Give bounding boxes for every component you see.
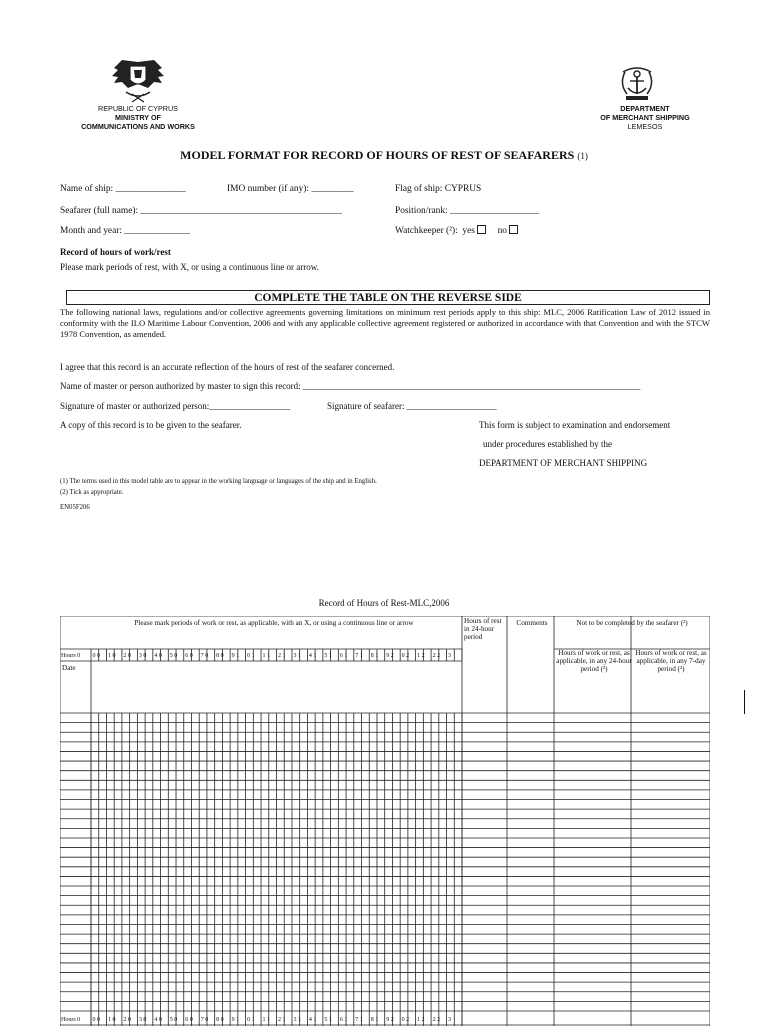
merchant-shipping-anchor-logo-icon <box>617 58 657 104</box>
date-label: Date <box>62 664 76 672</box>
hour-footer-label: 9 1 <box>231 1017 240 1023</box>
page-title <box>0 148 768 163</box>
subject-line-3: DEPARTMENT OF MERCHANT SHIPPING <box>479 458 648 468</box>
master-name-field[interactable]: Name of master or person authorized by master to sign this record: ___________________________________________________________________________ <box>60 381 641 391</box>
hour-label: 4 1 <box>308 653 317 659</box>
hour-footer-label: 4 0 <box>154 1017 162 1023</box>
hours-grid <box>60 616 710 1026</box>
hour-label: 5 1 <box>324 653 332 659</box>
cyprus-coat-of-arms-icon <box>108 56 168 106</box>
agreement-statement: I agree that this record is an accurate reflection of the hours of rest of the seafarer concerned. <box>60 362 395 372</box>
hour-label: 0 0 <box>92 653 100 659</box>
month-year-field[interactable]: Month and year: ______________ <box>60 226 190 236</box>
master-signature-field[interactable]: Signature of master or authorized person:__________________ <box>60 401 291 411</box>
hour-footer-label: 1 0 <box>107 1017 116 1023</box>
hour-label: 9 2 <box>386 653 394 659</box>
hours-rest-header: Hours of rest in 24-hour period <box>464 617 502 641</box>
agency-line: LEMESOS <box>627 122 663 131</box>
hours-footer-row-label: Hours 0 <box>61 1017 81 1023</box>
hour-label: 1 0 <box>107 653 116 659</box>
hour-label: 0 1 <box>247 653 255 659</box>
hour-label: 0 2 <box>401 653 410 659</box>
hour-footer-label: 4 1 <box>308 1017 317 1023</box>
title-footnote-ref: (1) <box>577 151 588 161</box>
cut-mark <box>744 690 745 714</box>
hour-label: 2 2 <box>432 653 441 659</box>
hour-label: 7 0 <box>200 653 209 659</box>
hour-footer-label: 0 2 <box>401 1017 410 1023</box>
footnote-2: (2) Tick as appropriate. <box>60 489 124 496</box>
imo-number-field[interactable]: IMO number (if any): _________ <box>227 184 354 194</box>
hour-label: 6 0 <box>185 653 193 659</box>
record-heading: Record of hours of work/rest <box>60 247 171 257</box>
agency-line: MINISTRY OF <box>115 113 161 122</box>
hour-footer-label: 5 0 <box>169 1017 178 1023</box>
record-instruction: Please mark periods of rest, with X, or using a continuous line or arrow. <box>60 262 319 272</box>
hour-label: 2 1 <box>278 653 286 659</box>
hour-footer-label: 2 1 <box>278 1017 286 1023</box>
form-code: EN05F206 <box>60 504 90 511</box>
hour-label: 4 0 <box>154 653 162 659</box>
hour-label: 9 1 <box>231 653 240 659</box>
hour-footer-label: 9 2 <box>386 1017 394 1023</box>
title-text: MODEL FORMAT FOR RECORD OF HOURS OF REST OF SEAFARERS <box>180 148 575 162</box>
hours-row-label: Hours 0 <box>61 653 81 659</box>
seafarer-name-field[interactable]: Seafarer (full name): ___________________________________________ <box>60 206 342 216</box>
hour-label: 3 0 <box>138 653 147 659</box>
hour-footer-label: 0 0 <box>92 1017 100 1023</box>
hours-7d-header: Hours of work or rest, as applicable, in any 7-day period (²) <box>635 649 707 673</box>
hour-footer-label: 7 1 <box>355 1017 363 1023</box>
copy-note: A copy of this record is to be given to the seafarer. <box>60 420 242 430</box>
not-completed-header: Not to be completed by the seafarer (²) <box>576 619 688 627</box>
no-label: no <box>497 226 507 236</box>
hour-footer-label: 6 1 <box>339 1017 348 1023</box>
hour-footer-label: 3 0 <box>138 1017 147 1023</box>
hour-label: 8 0 <box>216 653 224 659</box>
ministry-agency-block <box>74 104 202 131</box>
agency-line: REPUBLIC OF CYPRUS <box>98 104 178 113</box>
watchkeeper-field <box>395 225 518 236</box>
hour-footer-label: 8 0 <box>216 1017 224 1023</box>
hour-footer-label: 1 1 <box>262 1017 271 1023</box>
table-instruction: Please mark periods of work or rest, as applicable, with an X, or using a continuous line or arrow <box>134 619 414 627</box>
subject-line-2: under procedures established by the <box>483 439 612 449</box>
yes-label: yes <box>462 226 475 236</box>
hour-footer-label: 7 0 <box>200 1017 209 1023</box>
position-rank-field[interactable]: Position/rank: ___________________ <box>395 206 540 216</box>
comments-header: Comments <box>516 619 548 627</box>
hour-footer-label: 1 2 <box>417 1017 425 1023</box>
hour-label: 8 1 <box>370 653 379 659</box>
subject-line-1: This form is subject to examination and endorsement <box>479 420 671 430</box>
agency-line: COMMUNICATIONS AND WORKS <box>81 122 195 131</box>
applicable-laws-text: The following national laws, regulations and/or collective agreements governing limitations on minimum rest periods apply to this ship: MLC, 2006 Ratification Law of 2012 issued in conformity with the ILO Maritime Labour Convention, 2006 and with any applicable collective agreement registered or authorized in accordance with that Convention and with the STCW 1978 Convention, as amended. <box>60 307 710 339</box>
hour-footer-label: 6 0 <box>185 1017 193 1023</box>
yes-checkbox[interactable] <box>477 225 486 234</box>
hour-footer-label: 2 2 <box>432 1017 441 1023</box>
hours-of-rest-table <box>60 616 710 1026</box>
hour-label: 1 2 <box>417 653 425 659</box>
hour-footer-label: 8 1 <box>370 1017 379 1023</box>
watchkeeper-label: Watchkeeper (²): <box>395 226 458 236</box>
hour-label: 7 1 <box>355 653 363 659</box>
hour-label: 1 1 <box>262 653 271 659</box>
flag-of-ship-field: Flag of ship: CYPRUS <box>395 184 482 194</box>
hours-24h-header: Hours of work or rest, as applicable, in any 24-hour period (²) <box>556 649 632 673</box>
ship-name-field[interactable]: Name of ship: _______________ <box>60 184 186 194</box>
hour-label: 5 0 <box>169 653 178 659</box>
hour-label: 6 1 <box>339 653 348 659</box>
table-title: Record of Hours of Rest-MLC,2006 <box>318 598 450 608</box>
complete-table-banner: COMPLETE THE TABLE ON THE REVERSE SIDE <box>66 290 710 305</box>
department-agency-block <box>590 104 700 131</box>
hour-footer-label: 0 1 <box>247 1017 255 1023</box>
hour-footer-label: 3 1 <box>293 1017 301 1023</box>
no-checkbox[interactable] <box>509 225 518 234</box>
agency-line: OF MERCHANT SHIPPING <box>600 113 690 122</box>
hour-footer-label: 3 <box>448 1017 452 1023</box>
hour-label: 2 0 <box>123 653 131 659</box>
hour-footer-label: 2 0 <box>123 1017 131 1023</box>
agency-line: DEPARTMENT <box>620 104 670 113</box>
hour-label: 3 1 <box>293 653 301 659</box>
footnote-1: (1) The terms used in this model table are to appear in the working language or languages of the ship and in English. <box>60 478 377 485</box>
hour-label: 3 <box>448 653 452 659</box>
hour-footer-label: 5 1 <box>324 1017 332 1023</box>
seafarer-signature-field[interactable]: Signature of seafarer: ____________________ <box>327 401 497 411</box>
